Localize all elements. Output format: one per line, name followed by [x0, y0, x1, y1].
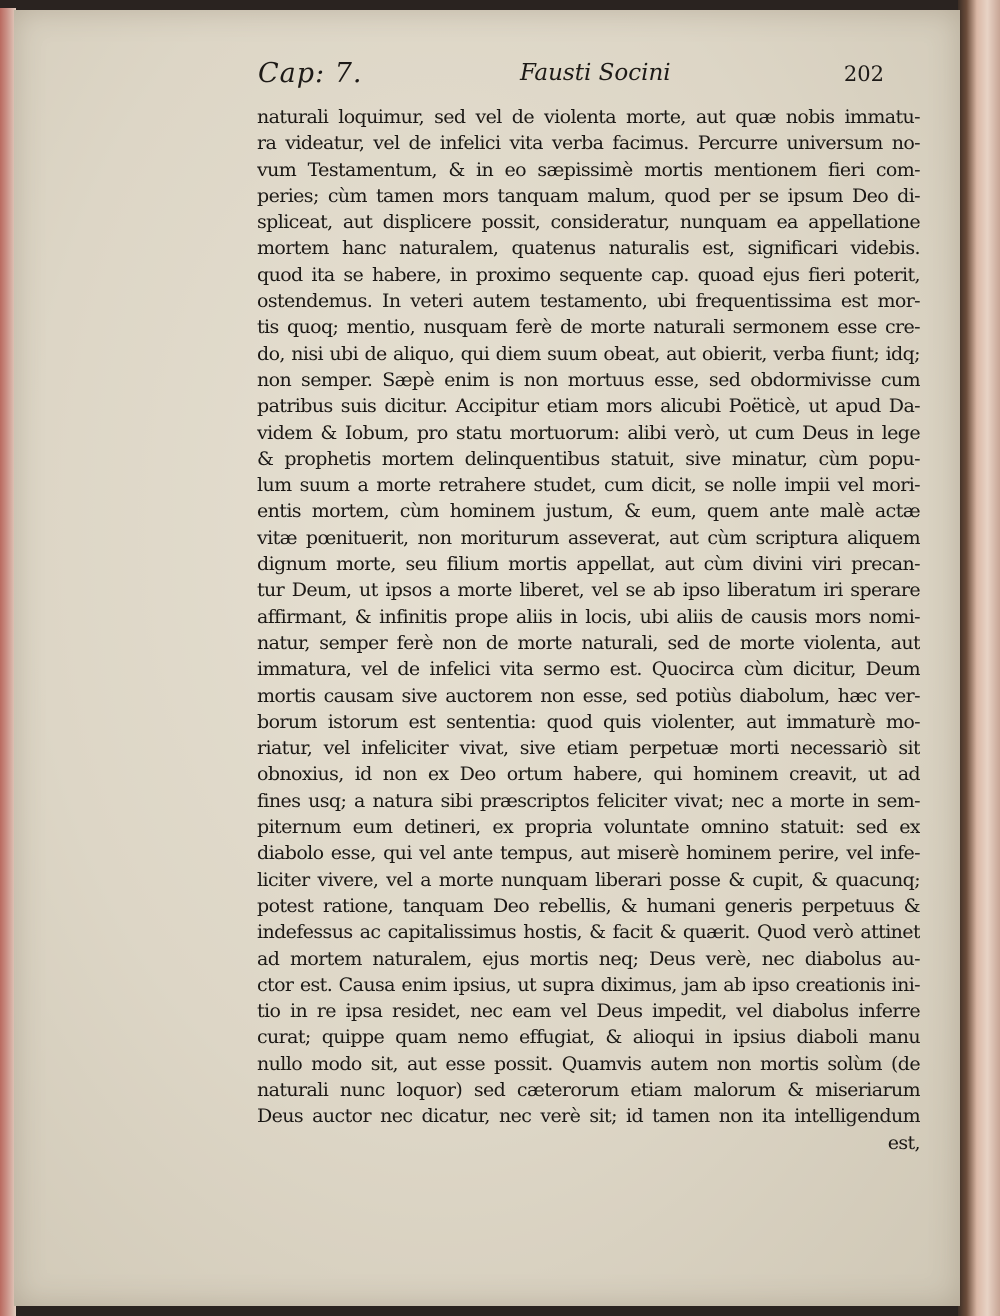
- text-line: borum istorum est sententia: quod quis violenter, aut immaturè mo-: [257, 710, 920, 733]
- text-line: liciter vivere, vel a morte nunquam liberari posse & cupit, & quacunq;: [257, 868, 920, 891]
- text-line: potest ratione, tanquam Deo rebellis, & humani generis perpetuus &: [257, 894, 920, 917]
- text-line: patribus suis dicitur. Accipitur etiam mors alicubi Poëticè, ut apud Da-: [257, 395, 920, 418]
- chapter-heading: Cap: 7.: [258, 58, 363, 89]
- text-line: & prophetis mortem delinquentibus statuit, sive minatur, cùm popu-: [257, 447, 920, 470]
- text-line: dignum morte, seu filium mortis appellat, aut cùm divini viri precan-: [257, 553, 920, 576]
- text-line: tis quoq; mentio, nusquam ferè de morte naturali sermonem esse cre-: [257, 316, 920, 339]
- text-line: ad mortem naturalem, ejus mortis neq; Deus verè, nec diabolus au-: [257, 947, 920, 970]
- text-line: do, nisi ubi de aliquo, qui diem suum obeat, aut obierit, verba fiunt; idq;: [257, 342, 920, 365]
- text-line: ostendemus. In veteri autem testamento, ubi frequentissima est mor-: [257, 290, 920, 313]
- text-line: vum Testamentum, & in eo sæpissimè mortis mentionem fieri com-: [257, 158, 920, 181]
- text-line: spliceat, aut displicere possit, consideratur, nunquam ea appellatione: [257, 211, 920, 234]
- page-number: 202: [843, 62, 884, 86]
- right-page-edge: [958, 0, 1000, 1316]
- text-line: piternum eum detineri, ex propria voluntate omnino statuit: sed ex: [257, 816, 920, 839]
- text-line: nullo modo sit, aut esse possit. Quamvis autem non mortis solùm (de: [257, 1052, 920, 1075]
- text-line: affirmant, & infinitis prope aliis in locis, ubi aliis de causis mors nomi-: [257, 605, 920, 628]
- text-line: curat; quippe quam nemo effugiat, & alioqui in ipsius diaboli manu: [257, 1026, 920, 1049]
- text-line: indefessus ac capitalissimus hostis, & facit & quærit. Quod verò attinet: [257, 921, 920, 944]
- text-line: naturali loquimur, sed vel de violenta morte, aut quæ nobis immatu-: [257, 106, 920, 128]
- text-line: diabolo esse, qui vel ante tempus, aut miserè hominem perire, vel infe-: [257, 842, 920, 865]
- text-line: tio in re ipsa residet, nec eam vel Deus impedit, vel diabolus inferre: [257, 1000, 920, 1023]
- text-line: peries; cùm tamen mors tanquam malum, quod per se ipsum Deo di-: [257, 184, 920, 207]
- text-line: lum suum a morte retrahere studet, cum dicit, se nolle impii vel mori-: [257, 474, 920, 497]
- text-line: non semper. Sæpè enim is non mortuus esse, sed obdormivisse cum: [257, 368, 920, 391]
- text-line: mortis causam sive auctorem non esse, sed potiùs diabolum, hæc ver-: [257, 684, 920, 707]
- text-line: ctor est. Causa enim ipsius, ut supra diximus, jam ab ipso creationis ini-: [257, 973, 920, 996]
- body-text: [257, 104, 920, 1156]
- text-line: Deus auctor nec dicatur, nec verè sit; id tamen non ita intelligendum: [257, 1105, 920, 1128]
- text-line: est,: [887, 1131, 920, 1154]
- text-line: riatur, vel infeliciter vivat, sive etiam perpetuæ morti necessariò sit: [257, 737, 920, 760]
- text-line: tur Deum, ut ipsos a morte liberet, vel se ab ipso liberatum iri sperare: [257, 579, 920, 602]
- author-heading: Fausti Socini: [520, 60, 671, 86]
- text-line: immatura, vel de infelici vita sermo est. Quocirca cùm dicitur, Deum: [257, 658, 920, 681]
- text-line: fines usq; a natura sibi præscriptos feliciter vivat; nec a morte in sem-: [257, 789, 920, 812]
- text-line: quod ita se habere, in proximo sequente cap. quoad ejus fieri poterit,: [257, 263, 920, 286]
- text-line: mortem hanc naturalem, quatenus naturalis est, significari videbis.: [257, 237, 920, 260]
- running-head: [258, 58, 884, 98]
- text-line: naturali nunc loquor) sed cæterorum etiam malorum & miseriarum: [257, 1078, 920, 1101]
- text-line: natur, semper ferè non de morte naturali, sed de morte violenta, aut: [257, 631, 920, 654]
- text-line: entis mortem, cùm hominem justum, & eum, quem ante malè actæ: [257, 500, 920, 523]
- text-line: vitæ pœnituerit, non moriturum asseverat, aut cùm scriptura aliquem: [257, 526, 920, 549]
- text-line: videm & Iobum, pro statu mortuorum: alibi verò, ut cum Deus in lege: [257, 421, 920, 444]
- text-line: ra videatur, vel de infelici vita verba facimus. Percurre universum no-: [257, 132, 920, 155]
- text-line: obnoxius, id non ex Deo ortum habere, qui hominem creavit, ut ad: [257, 763, 920, 786]
